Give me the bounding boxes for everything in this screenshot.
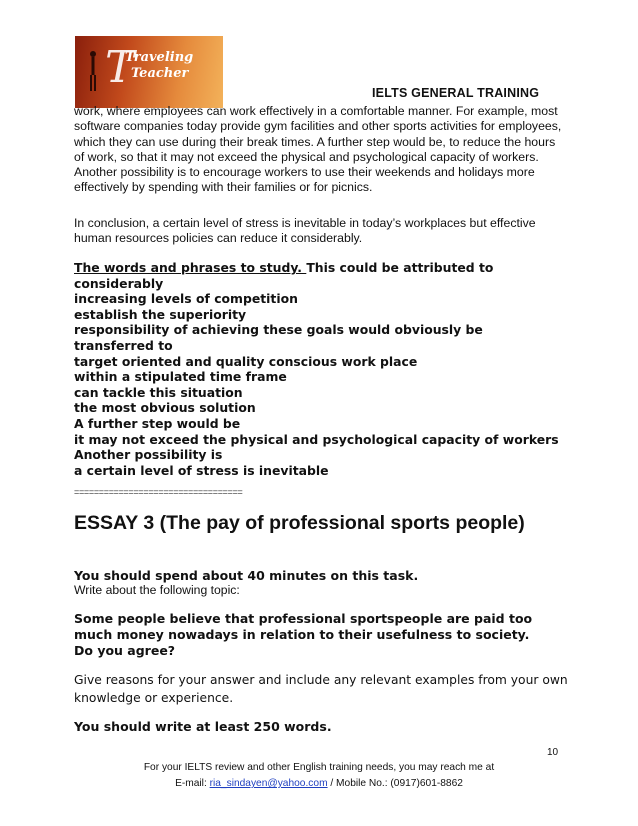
- study-item: it may not exceed the physical and psychological capacity of workers: [74, 431, 559, 447]
- body-paragraph-2: In conclusion, a certain level of stress is inevitable in today’s workplaces but effective human resources policies can reduce it considerably.: [74, 216, 536, 246]
- study-item: Another possibility is: [74, 447, 223, 463]
- essay-title: ESSAY 3 (The pay of professional sports people): [74, 512, 525, 534]
- time-instruction: You should spend about 40 minutes on this task.: [74, 568, 419, 583]
- body-paragraph-1: work, where employees can work effectively in a comfortable manner. For example, most software companies today provide gym facilities and other sports activities for employees, which they can use during their break times. A further step would be, to reduce the hours of work, so that it may not exceed the physical and psychological capacity of workers. Another possibility is to encourage workers to use their weekends and holidays more effectively by spending with their families or for picnics.: [74, 104, 562, 195]
- footer-line-2: [0, 778, 638, 789]
- study-item: target oriented and quality conscious work place: [74, 353, 418, 369]
- study-item: A further step would be: [74, 415, 241, 431]
- logo-text-teacher: Teacher: [131, 66, 189, 81]
- study-item: considerably: [74, 275, 164, 291]
- study-item: increasing levels of competition: [74, 291, 298, 307]
- runner-figure-icon: [89, 50, 97, 92]
- study-list: [74, 260, 574, 478]
- email-link[interactable]: ria_sindayen@yahoo.com: [209, 778, 328, 789]
- logo: T Traveling Teacher: [75, 36, 223, 108]
- email-label: E-mail:: [175, 778, 210, 789]
- study-item: establish the superiority: [74, 306, 247, 322]
- study-item: a certain level of stress is inevitable: [74, 462, 329, 478]
- study-item: responsibility of achieving these goals would obviously be: [74, 322, 483, 338]
- question-line: much money nowadays in relation to their usefulness to society.: [74, 627, 530, 642]
- reasons-instruction: Give reasons for your answer and include any relevant examples from your own knowledge or experience.: [74, 673, 568, 705]
- study-heading: The words and phrases to study.: [74, 260, 307, 275]
- divider: ==================================: [74, 487, 243, 497]
- study-item: This could be attributed to: [306, 260, 494, 275]
- essay-question: [74, 611, 532, 659]
- study-line-first: [74, 260, 574, 276]
- word-count-instruction: You should write at least 250 words.: [74, 719, 332, 734]
- mobile-number: / Mobile No.: (0917)601-8862: [327, 778, 463, 789]
- header-title: IELTS GENERAL TRAINING: [372, 86, 540, 100]
- question-line: Some people believe that professional sportspeople are paid too: [74, 611, 533, 626]
- logo-text-traveling: Traveling: [125, 50, 194, 65]
- study-item: within a stipulated time frame: [74, 369, 287, 385]
- question-line: Do you agree?: [74, 643, 176, 658]
- study-item: the most obvious solution: [74, 400, 256, 416]
- footer-line-1: For your IELTS review and other English training needs, you may reach me at: [143, 762, 495, 773]
- page-number: 10: [547, 747, 559, 758]
- study-item: can tackle this situation: [74, 384, 243, 400]
- study-item: transferred to: [74, 337, 173, 353]
- topic-instruction: Write about the following topic:: [74, 583, 240, 597]
